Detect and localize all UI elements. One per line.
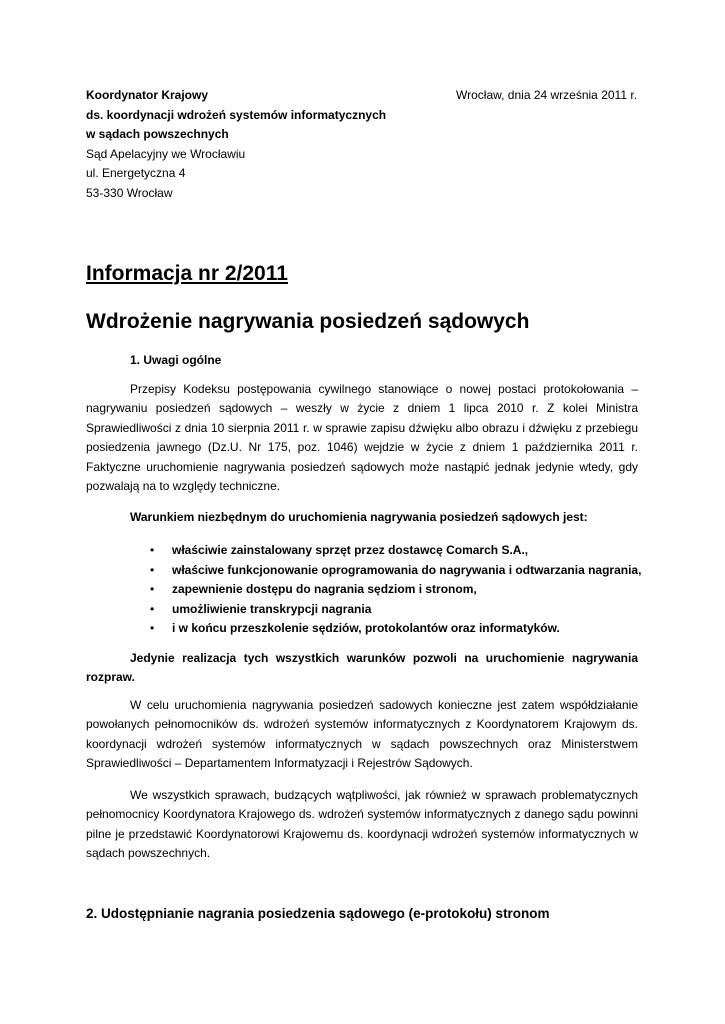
bullet-icon: • [150, 601, 155, 616]
bullet-icon: • [150, 582, 155, 596]
document-title: Informacja nr 2/2011 [86, 262, 288, 285]
document-date: Wrocław, dnia 24 września 2011 r. [456, 88, 637, 102]
section-1-heading: 1. Uwagi ogólne [130, 353, 222, 367]
bullet-icon: • [150, 543, 155, 557]
list-item: • właściwie zainstalowany sprzęt przez dostawcę Comarch S.A., [150, 541, 641, 561]
section-1-paragraph-4: We wszystkich sprawach, budzących wątpliwości, jak również w sprawach problematycznych pełnomocnicy Koordynatora Krajowego ds. wdrożeń systemów informatycznych z danego sądu powinni pilne je przedstawić Koordynatorowi Krajowemu ds. koordynacji wdrożeń systemów informatycznych w sądach powszechnych. [86, 788, 638, 861]
list-item: • zapewnienie dostępu do nagrania sędziom i stronom, [150, 580, 641, 600]
sender-court: Sąd Apelacyjny we Wrocławiu [86, 146, 246, 161]
section-1-paragraph-2: Jedynie realizacja tych wszystkich warunków pozwoli na uruchomienie nagrywania rozpraw. [86, 651, 638, 685]
list-item: • i w końcu przeszkolenie sędziów, protokolantów oraz informatyków. [150, 619, 641, 639]
sender-street: ul. Energetyczna 4 [86, 166, 186, 180]
conditions-intro: Warunkiem niezbędnym do uruchomienia nagrywania posiedzeń sądowych jest: [130, 510, 588, 524]
sender-block [86, 86, 386, 203]
sender-role-cont: w sądach powszechnych [86, 127, 229, 141]
conditions-list [150, 541, 641, 639]
section-1-paragraph-1: Przepisy Kodeksu postępowania cywilnego stanowiące o nowej postaci protokołowania – nagrywaniu posiedzeń sądowych – weszły w życie z dniem 1 lipca 2010 r. Z kolei Ministra Sprawiedliwości z dnia 10 sierpnia 2011 r. w sprawie zapisu dźwięku albo obrazu i dźwięku z przebiegu posiedzenia jawnego (Dz.U. Nr 175, poz. 1046) wejdzie w życie z dniem 1 października 2011 r. Faktyczne uruchomienie nagrywania posiedzeń sądowych może nastąpić jednak jedynie wtedy, gdy pozwalają na to względy techniczne. [86, 382, 638, 494]
document-subtitle: Wdrożenie nagrywania posiedzeń sądowych [86, 310, 530, 333]
list-item: • umożliwienie transkrypcji nagrania [150, 600, 641, 620]
section-1-paragraph-3: W celu uruchomienia nagrywania posiedzeń sadowych konieczne jest zatem współdziałanie powołanych pełnomocników ds. wdrożeń systemów informatycznych z Koordynatorem Krajowym ds. koordynacji wdrożeń systemów informatycznych w sądach powszechnych oraz Ministerstwem Sprawiedliwości – Departamentem Informatyzacji i Rejestrów Sądowych. [86, 698, 638, 771]
bullet-icon: • [150, 562, 155, 577]
bullet-icon: • [150, 621, 155, 635]
list-item: • właściwe funkcjonowanie oprogramowania do nagrywania i odtwarzania nagrania, [150, 561, 641, 581]
section-2-heading: 2. Udostępnianie nagrania posiedzenia sądowego (e-protokołu) stronom [86, 906, 550, 921]
sender-city: 53-330 Wrocław [86, 185, 173, 200]
sender-title: Koordynator Krajowy [86, 88, 209, 102]
sender-role: ds. koordynacji wdrożeń systemów informatycznych [86, 107, 387, 122]
